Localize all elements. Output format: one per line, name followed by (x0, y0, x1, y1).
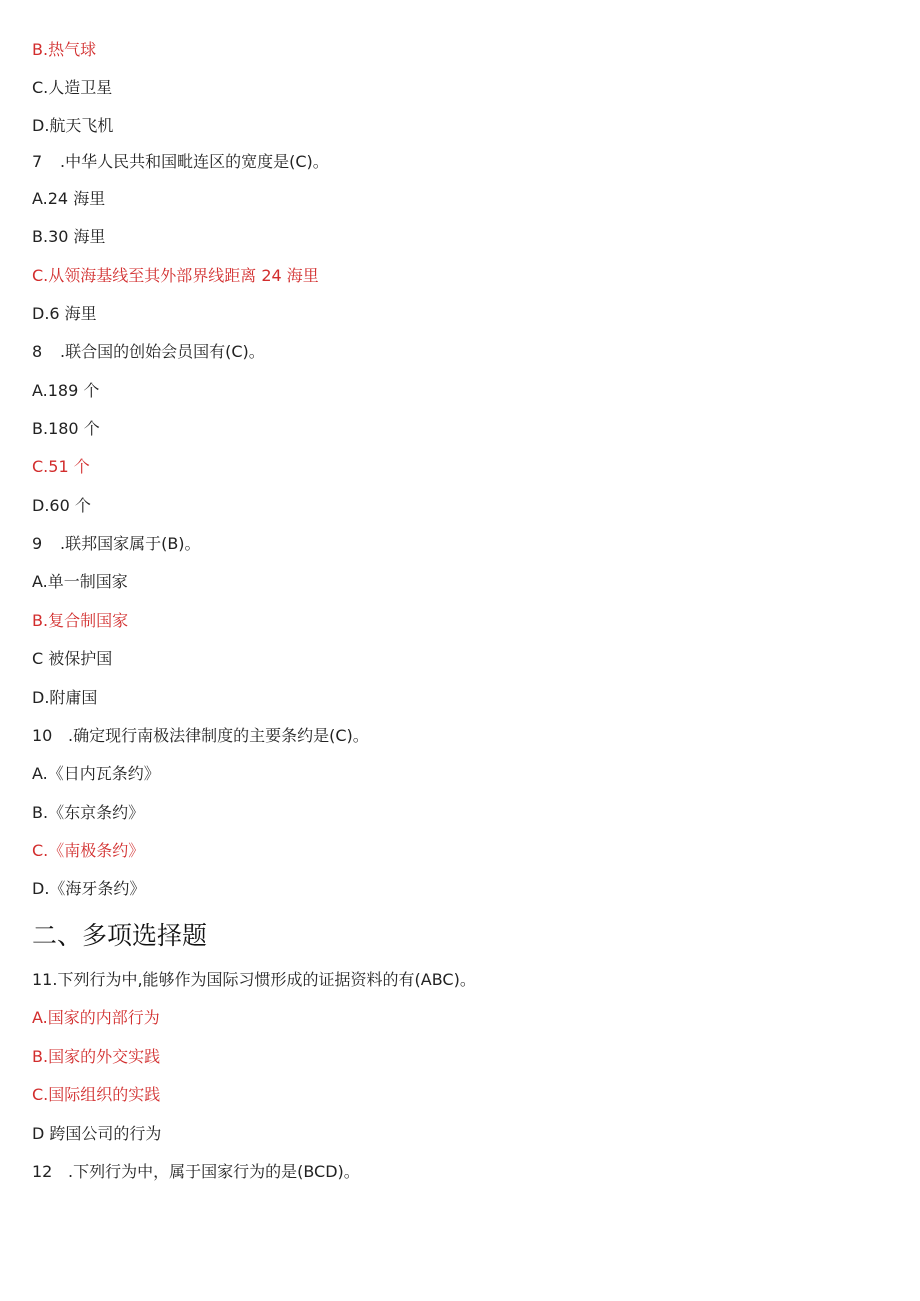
question-8 (32, 342, 265, 362)
question-number: 7 (32, 152, 43, 171)
option-q8-c: C.51 个 (32, 457, 90, 476)
option-q11-a: A.国家的内部行为 (32, 1008, 160, 1027)
question-stem: .联合国的创始会员国有(C)。 (60, 342, 265, 361)
question-stem: .联邦国家属于(B)。 (60, 534, 201, 553)
option-q11-d: D 跨国公司的行为 (32, 1124, 162, 1143)
section-heading: 二、多项选择题 (32, 921, 208, 950)
option-q10-a: A.《日内瓦条约》 (32, 764, 160, 783)
option-q10-d: D.《海牙条约》 (32, 879, 146, 898)
question-12 (32, 1162, 360, 1182)
option-q11-c: C.国际组织的实践 (32, 1085, 161, 1104)
question-9 (32, 534, 201, 554)
option-q9-b: B.复合制国家 (32, 611, 129, 630)
option-q10-c: C.《南极条约》 (32, 841, 145, 860)
question-stem: .确定现行南极法律制度的主要条约是(C)。 (68, 726, 369, 745)
option-q6-b: B.热气球 (32, 40, 97, 59)
option-q8-b: B.180 个 (32, 419, 100, 438)
option-q10-b: B.《东京条约》 (32, 803, 145, 822)
question-number: 12 (32, 1162, 53, 1181)
option-q7-c: C.从领海基线至其外部界线距离 24 海里 (32, 266, 319, 285)
option-q7-a: A.24 海里 (32, 189, 106, 208)
question-7 (32, 152, 329, 172)
question-11: 11.下列行为中,能够作为国际习惯形成的证据资料的有(ABC)。 (32, 970, 476, 989)
question-stem: .下列行为中，属于国家行为的是(BCD)。 (68, 1162, 360, 1181)
question-number: 10 (32, 726, 53, 745)
option-q9-d: D.附庸国 (32, 688, 98, 707)
question-stem: .中华人民共和国毗连区的宽度是(C)。 (60, 152, 329, 171)
option-q6-d: D.航天飞机 (32, 116, 114, 135)
question-number: 9 (32, 534, 43, 553)
question-10 (32, 726, 369, 746)
option-q8-a: A.189 个 (32, 381, 100, 400)
option-q7-d: D.6 海里 (32, 304, 97, 323)
option-q8-d: D.60 个 (32, 496, 91, 515)
option-q11-b: B.国家的外交实践 (32, 1047, 161, 1066)
option-q6-c: C.人造卫星 (32, 78, 113, 97)
question-number: 8 (32, 342, 43, 361)
option-q9-c: C 被保护国 (32, 649, 113, 668)
option-q9-a: A.单一制国家 (32, 572, 128, 591)
option-q7-b: B.30 海里 (32, 227, 106, 246)
